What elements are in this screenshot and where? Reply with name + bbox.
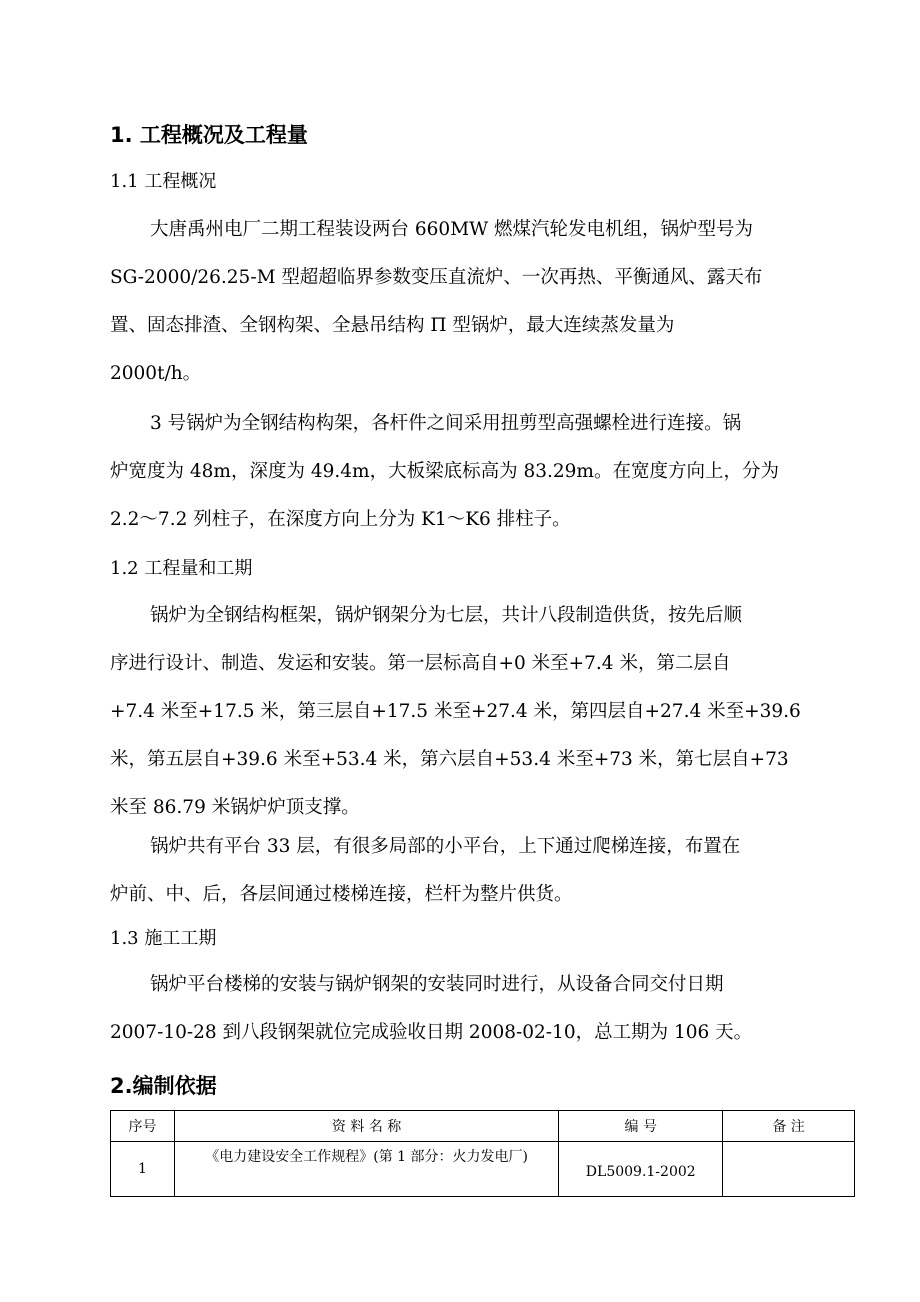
table-row bbox=[111, 1142, 855, 1197]
text-line: 2.2～7.2 列柱子，在深度方向上分为 K1～K6 排柱子。 bbox=[110, 509, 571, 530]
text-line: 米，第五层自+39.6 米至+53.4 米，第六层自+53.4 米至+73 米，第七层自+73 bbox=[110, 749, 789, 770]
text-line: 3 号锅炉为全钢结构构架，各杆件之间采用扭剪型高强螺栓进行连接。锅 bbox=[150, 413, 742, 434]
text-line: 大唐禹州电厂二期工程装设两台 660MW 燃煤汽轮发电机组，锅炉型号为 bbox=[150, 219, 754, 240]
column-header-name: 资 料 名 称 bbox=[174, 1111, 558, 1142]
text-line: 2007-10-28 到八段钢架就位完成验收日期 2008-02-10，总工期为 106 天。 bbox=[110, 1022, 753, 1043]
section-1-3-heading: 1.3 施工工期 bbox=[110, 928, 217, 949]
text-line: SG-2000/26.25-M 型超超临界参数变压直流炉、一次再热、平衡通风、露天布 bbox=[110, 267, 763, 288]
section-2-heading: 2.编制依据 bbox=[110, 1074, 217, 1098]
text-line: 2000t/h。 bbox=[110, 363, 202, 384]
column-header-remark: 备 注 bbox=[723, 1111, 855, 1142]
column-header-code: 编 号 bbox=[559, 1111, 723, 1142]
cell-no: 1 bbox=[111, 1142, 175, 1197]
text-line: 锅炉为全钢结构框架，锅炉钢架分为七层，共计八段制造供货，按先后顺 bbox=[150, 605, 743, 626]
text-line: 序进行设计、制造、发运和安装。第一层标高自+0 米至+7.4 米，第二层自 bbox=[110, 653, 731, 674]
text-line: 炉宽度为 48m，深度为 49.4m，大板梁底标高为 83.29m。在宽度方向上，分为 bbox=[110, 461, 779, 482]
cell-name: 《电力建设安全工作规程》(第 1 部分：火力发电厂) bbox=[174, 1142, 558, 1197]
cell-remark bbox=[723, 1142, 855, 1197]
text-line: 米至 86.79 米锅炉炉顶支撑。 bbox=[110, 797, 360, 818]
reference-table bbox=[110, 1110, 855, 1197]
section-1-1-heading: 1.1 工程概况 bbox=[110, 171, 217, 192]
column-header-no: 序号 bbox=[111, 1111, 175, 1142]
text-line: 锅炉共有平台 33 层，有很多局部的小平台，上下通过爬梯连接，布置在 bbox=[150, 836, 741, 857]
text-line: 置、固态排渣、全钢构架、全悬吊结构 Π 型锅炉，最大连续蒸发量为 bbox=[110, 315, 675, 336]
text-line: 炉前、中、后，各层间通过楼梯连接，栏杆为整片供货。 bbox=[110, 884, 573, 905]
table-header-row bbox=[111, 1111, 855, 1142]
section-1-heading: 1. 工程概况及工程量 bbox=[110, 123, 308, 147]
text-line: 锅炉平台楼梯的安装与锅炉钢架的安装同时进行，从设备合同交付日期 bbox=[150, 974, 724, 995]
text-line: +7.4 米至+17.5 米，第三层自+17.5 米至+27.4 米，第四层自+27.4 米至+39.6 bbox=[110, 701, 801, 722]
section-1-2-heading: 1.2 工程量和工期 bbox=[110, 558, 253, 579]
section-1-3-paragraph-1 bbox=[110, 961, 850, 1057]
section-1-1-paragraph-1 bbox=[110, 206, 850, 398]
cell-code: DL5009.1-2002 bbox=[559, 1142, 723, 1197]
section-1-1-paragraph-2 bbox=[110, 400, 850, 544]
section-1-2-paragraph-1 bbox=[110, 592, 850, 832]
section-1-2-paragraph-2 bbox=[110, 823, 850, 919]
